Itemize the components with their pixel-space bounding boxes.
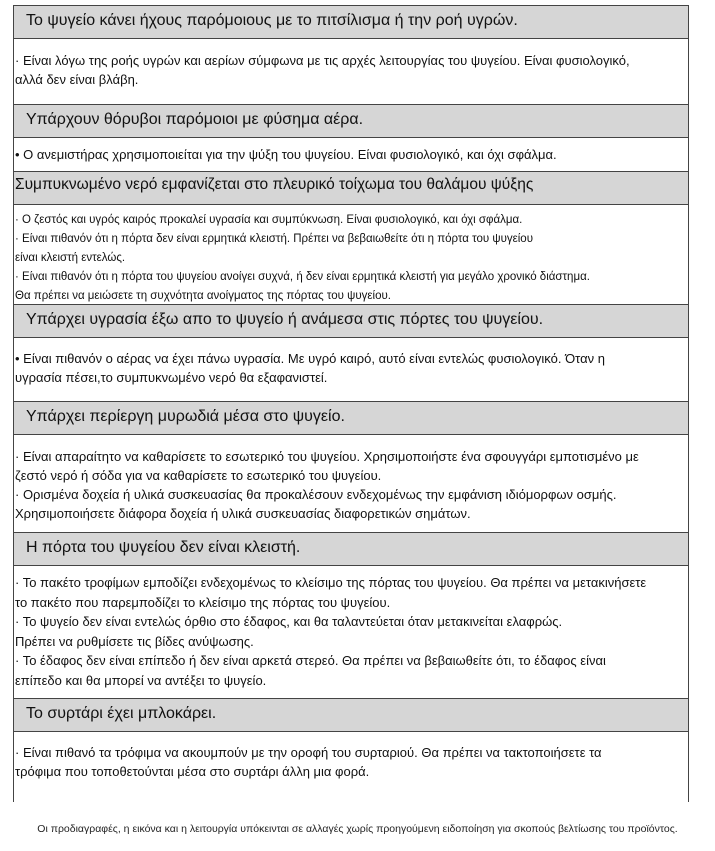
section-body	[15, 211, 684, 306]
section-body	[15, 145, 684, 164]
body-line: αλλά δεν είναι βλάβη.	[15, 72, 139, 87]
body-line: υγρασία πέσει,το συμπυκνωμένο νερό θα εξαφανιστεί.	[15, 370, 328, 385]
section-header	[14, 532, 688, 566]
footer-disclaimer: Οι προδιαγραφές, η εικόνα και η λειτουργία υπόκεινται σε αλλαγές χωρίς προηγούμενη ειδοποίηση για σκοπούς βελτίωσης του προϊόντος.	[37, 823, 678, 835]
body-line: είναι κλειστή εντελώς.	[15, 252, 126, 264]
section-header	[14, 698, 688, 732]
section-header	[14, 304, 688, 338]
section-title: Υπάρχουν θόρυβοι παρόμοιοι με φύσημα αέρα.	[26, 111, 364, 128]
body-line: Πρέπει να ρυθμίσετε τις βίδες ανύψωσης.	[15, 633, 254, 649]
body-line: επίπεδο και θα μπορεί να αντέξει το ψυγείο.	[15, 672, 267, 688]
section-title: Συμπυκνωμένο νερό εμφανίζεται στο πλευρικό τοίχωμα του θαλάμου ψύξης	[15, 176, 534, 193]
body-line: • Είναι πιθανόν ο αέρας να έχει πάνω υγρασία. Με υγρό καιρό, αυτό είναι εντελώς φυσιολογικό. Όταν η	[15, 351, 605, 366]
body-line: · Είναι απαραίτητο να καθαρίσετε το εσωτερικό του ψυγείου. Χρησιμοποιήστε ένα σφουγγάρι εμποτισμένο με	[15, 449, 639, 464]
body-line: · Ορισμένα δοχεία ή υλικά συσκευασίας θα προκαλέσουν ενδεχομένως την εμφάνιση ιδιόμορφων οσμής.	[15, 487, 617, 502]
section-body	[15, 743, 684, 781]
body-line: Χρησιμοποιήσετε διάφορα δοχεία ή υλικά συσκευασίας διαφορετικών σημάτων.	[15, 506, 471, 521]
body-line: · Είναι λόγω της ροής υγρών και αερίων σύμφωνα με τις αρχές λειτουργίας του ψυγείου. Είναι φυσιολογικό,	[15, 53, 630, 68]
body-line: ζεστό νερό ή σόδα για να καθαρίσετε το εσωτερικό του ψυγείου.	[15, 468, 382, 483]
body-line: · Είναι πιθανόν ότι η πόρτα δεν είναι ερμητικά κλειστή. Πρέπει να βεβαιωθείτε ότι η πόρτα του ψυγείου	[15, 233, 533, 245]
section-header	[14, 171, 688, 205]
body-line: τρόφιμα που τοποθετούνται μέσα στο συρτάρι άλλη μια φορά.	[15, 764, 370, 779]
section-body	[15, 349, 684, 387]
body-line: · Το έδαφος δεν είναι επίπεδο ή δεν είναι αρκετά στερεό. Θα πρέπει να βεβαιωθείτε ότι, το έδαφος είναι	[15, 653, 606, 668]
body-line: το πακέτο που παρεμποδίζει το κλείσιμο της πόρτας του ψυγείου.	[15, 594, 391, 610]
body-line: · Ο ζεστός και υγρός καιρός προκαλεί υγρασία και συμπύκνωση. Είναι φυσιολογικό, και όχι σφάλμα.	[15, 214, 523, 226]
body-line: · Είναι πιθανό τα τρόφιμα να ακουμπούν με την οροφή του συρταριού. Θα πρέπει να τακτοποιήσετε τα	[15, 745, 602, 760]
troubleshooting-table	[13, 5, 689, 802]
section-header	[14, 5, 688, 39]
section-body	[15, 573, 684, 690]
section-header	[14, 401, 688, 435]
section-title: Το ψυγείο κάνει ήχους παρόμοιους με το πιτσίλισμα ή την ροή υγρών.	[26, 12, 518, 29]
section-body	[15, 51, 684, 89]
section-header	[14, 104, 688, 138]
body-line: · Είναι πιθανόν ότι η πόρτα του ψυγείου ανοίγει συχνά, ή δεν είναι ερμητικά κλειστή για μεγάλο χρονικό διάστημα.	[15, 271, 590, 283]
body-line: • Ο ανεμιστήρας χρησιμοποιείται για την ψύξη του ψυγείου. Είναι φυσιολογικό, και όχι σφάλμα.	[15, 147, 557, 162]
section-title: Υπάρχει υγρασία έξω απο το ψυγείο ή ανάμεσα στις πόρτες του ψυγείου.	[26, 311, 544, 328]
body-line: Θα πρέπει να μειώσετε τη συχνότητα ανοίγματος της πόρτας του ψυγείου.	[15, 290, 391, 302]
section-title: Η πόρτα του ψυγείου δεν είναι κλειστή.	[26, 539, 301, 556]
body-line: · Το ψυγείο δεν είναι εντελώς όρθιο στο έδαφος, και θα ταλαντεύεται όταν μετακινείται ελαφρώς.	[15, 614, 563, 629]
section-title: Το συρτάρι έχει μπλοκάρει.	[26, 705, 217, 722]
section-body	[15, 447, 684, 523]
section-title: Υπάρχει περίεργη μυρωδιά μέσα στο ψυγείο.	[26, 408, 345, 425]
body-line: · Το πακέτο τροφίμων εμποδίζει ενδεχομένως το κλείσιμο της πόρτας του ψυγείου. Θα πρέπει να μετακινήσετε	[15, 575, 647, 590]
